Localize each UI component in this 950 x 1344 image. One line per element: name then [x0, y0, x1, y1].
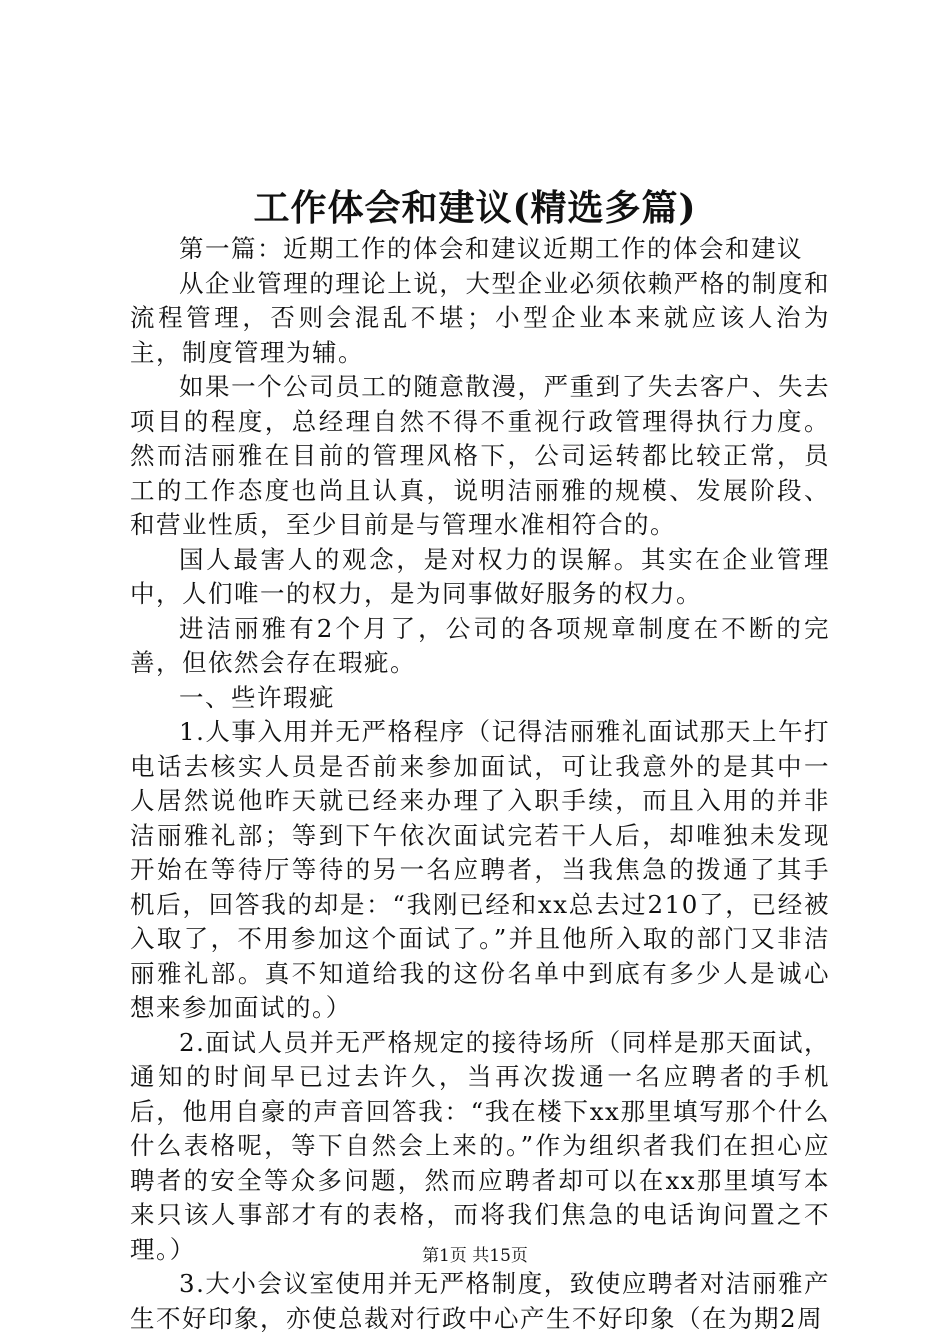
paragraph: 2.面试人员并无严格规定的接待场所（同样是那天面试，通知的时间早已过去许久，当再次拨通一名应聘者的手机后，他用自豪的声音回答我：“我在楼下xx那里填写那个什么什么表格呢，等下自然会上来的。”作为组织者我们在担心应聘者的安全等众多问题，然而应聘者却可以在xx那里填写本来只该人事部才有的表格，而将我们焦急的电话询问置之不理。） [130, 1027, 830, 1264]
paragraph: 进洁丽雅有2个月了，公司的各项规章制度在不断的完善，但依然会存在瑕疵。 [130, 613, 830, 677]
paragraph: 3.大小会议室使用并无严格制度，致使应聘者对洁丽雅产生不好印象，亦使总裁对行政中心产生不好印象（在为期2周 [130, 1269, 830, 1333]
document-body [130, 232, 830, 1336]
document-title: 工作体会和建议(精选多篇) [253, 187, 697, 229]
section-heading: 一、些许瑕疵 [179, 682, 335, 712]
page-footer: 第1页 共15页 [422, 1246, 528, 1266]
paragraph: 如果一个公司员工的随意散漫，严重到了失去客户、失去项目的程度，总经理自然不得不重视行政管理得执行力度。然而洁丽雅在目前的管理风格下，公司运转都比较正常，员工的工作态度也尚且认真，说明洁丽雅的规模、发展阶段、和营业性质，至少目前是与管理水准相符合的。 [130, 372, 830, 539]
paragraph: 1.人事入用并无严格程序（记得洁丽雅礼面试那天上午打电话去核实人员是否前来参加面试，可让我意外的是其中一人居然说他昨天就已经来办理了入职手续，而且入用的并非洁丽雅礼部；等到下午依次面试完若干人后，却唯独未发现开始在等待厅等待的另一名应聘者，当我焦急的拨通了其手机后，回答我的却是：“我刚已经和xx总去过210了，已经被入取了，不用参加这个面试了。”并且他所入取的部门又非洁丽雅礼部。真不知道给我的这份名单中到底有多少人是诚心想来参加面试的。） [130, 717, 830, 1022]
paragraph: 国人最害人的观念，是对权力的误解。其实在企业管理中，人们唯一的权力，是为同事做好服务的权力。 [130, 544, 830, 608]
paragraph: 从企业管理的理论上说，大型企业必须依赖严格的制度和流程管理，否则会混乱不堪；小型企业本来就应该人治为主，制度管理为辅。 [130, 268, 830, 367]
paragraph: 第一篇：近期工作的体会和建议近期工作的体会和建议 [179, 234, 803, 263]
